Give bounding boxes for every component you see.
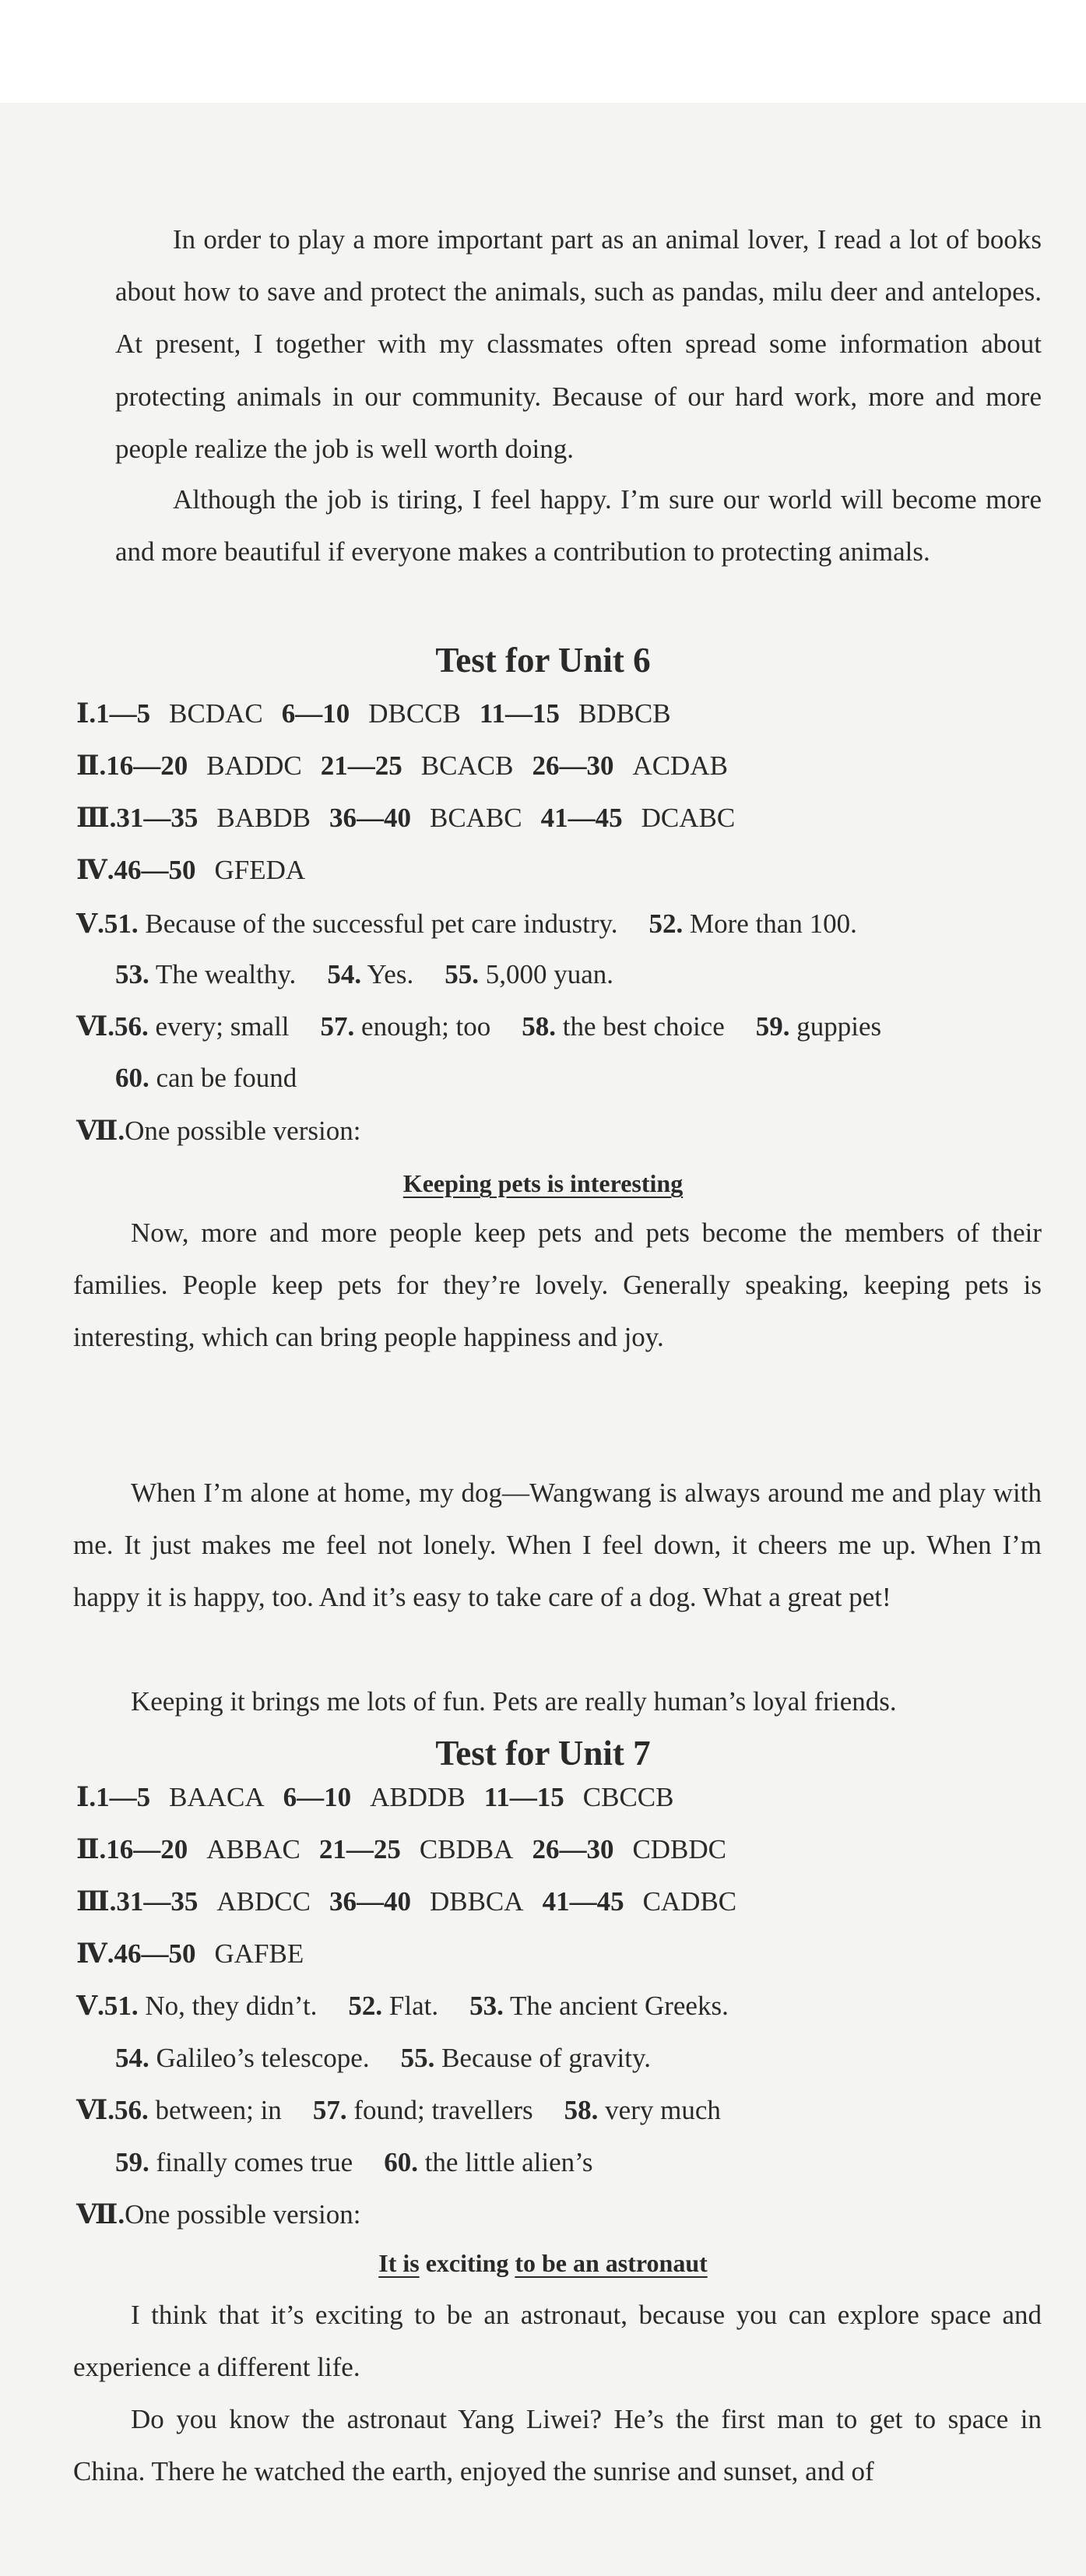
- unit7-section-6-line-2: 59. finally comes true 60. the little alien’s: [115, 2147, 593, 2177]
- unit7-section-4: Ⅳ.46—50 GAFBE: [76, 1938, 304, 1969]
- unit7-essay-paragraph-2: Do you know the astronaut Yang Liwei? He’s the first man to get to space in China. There he watched the earth, enjoyed the sunrise and sunset, and of: [73, 2404, 1042, 2487]
- unit6-essay-title: Keeping pets is interesting: [402, 1169, 684, 1197]
- unit6-section-4: Ⅳ.46—50 GFEDA: [76, 855, 306, 885]
- unit7-section-2: Ⅱ.16—20 ABBAC 21—25 CBDBA 26—30 CDBDC: [76, 1834, 727, 1864]
- unit7-section-5-line-1: Ⅴ.51. No, they didn’t. 52. Flat. 53. The ancient Greeks.: [76, 1991, 729, 2021]
- unit6-title: Test for Unit 6: [435, 641, 651, 680]
- unit6-essay-paragraph-2: When I’m alone at home, my dog—Wangwang is always around me and play with me. It just makes me feel not lonely. When I feel down, it cheers me up. When I’m happy it is happy, too. And it’s easy to take care of a dog. What a great pet!: [73, 1478, 1042, 1613]
- unit7-essay-paragraph-1: I think that it’s exciting to be an astronaut, because you can explore space and experience a different life.: [73, 2300, 1042, 2383]
- unit7-title: Test for Unit 7: [435, 1734, 651, 1773]
- unit6-section-7: Ⅶ.One possible version:: [76, 1116, 361, 1146]
- unit6-section-6-line-1: Ⅵ.56. every; small 57. enough; too 58. the best choice 59. guppies: [76, 1011, 882, 1042]
- unit7-section-5-line-2: 54. Galileo’s telescope. 55. Because of gravity.: [115, 2043, 651, 2073]
- unit7-section-6-line-1: Ⅵ.56. between; in 57. found; travellers 58. very much: [76, 2095, 721, 2125]
- unit6-section-1: Ⅰ.1—5 BCDAC 6—10 DBCCB 11—15 BDBCB: [76, 698, 671, 729]
- intro-paragraph-1: In order to play a more important part as an animal lover, I read a lot of books about how to save and protect the animals, such as pandas, milu deer and antelopes. At present, I together with my classmates often spread some information about protecting animals in our community. Because of our hard work, more and more people realize the job is well worth doing.: [115, 224, 1042, 464]
- unit7-section-3: Ⅲ.31—35 ABDCC 36—40 DBBCA 41—45 CADBC: [76, 1886, 737, 1917]
- unit7-section-7: Ⅶ.One possible version:: [76, 2199, 361, 2230]
- unit7-section-1: Ⅰ.1—5 BAACA 6—10 ABDDB 11—15 CBCCB: [76, 1782, 674, 1812]
- unit6-section-6-line-2: 60. can be found: [115, 1063, 297, 1093]
- unit6-section-5-line-1: Ⅴ.51. Because of the successful pet care industry. 52. More than 100.: [76, 908, 857, 939]
- unit6-section-5-line-2: 53. The wealthy. 54. Yes. 55. 5,000 yuan.: [115, 959, 613, 989]
- unit6-section-2: Ⅱ.16—20 BADDC 21—25 BCACB 26—30 ACDAB: [76, 750, 728, 781]
- unit7-essay-title: It is exciting to be an astronaut: [378, 2249, 708, 2277]
- unit6-essay-paragraph-1: Now, more and more people keep pets and pets become the members of their families. People keep pets for they’re lovely. Generally speaking, keeping pets is interesting, which can bring people happiness and joy.: [73, 1218, 1042, 1353]
- unit6-section-3: Ⅲ.31—35 BABDB 36—40 BCABC 41—45 DCABC: [76, 803, 736, 833]
- intro-paragraph-2: Although the job is tiring, I feel happy. I’m sure our world will become more and more beautiful if everyone makes a contribution to protecting animals.: [115, 484, 1042, 568]
- answer-key-page: [0, 103, 1086, 2576]
- top-margin: [0, 0, 1086, 103]
- unit6-essay-paragraph-3: Keeping it brings me lots of fun. Pets are really human’s loyal friends.: [131, 1686, 897, 1717]
